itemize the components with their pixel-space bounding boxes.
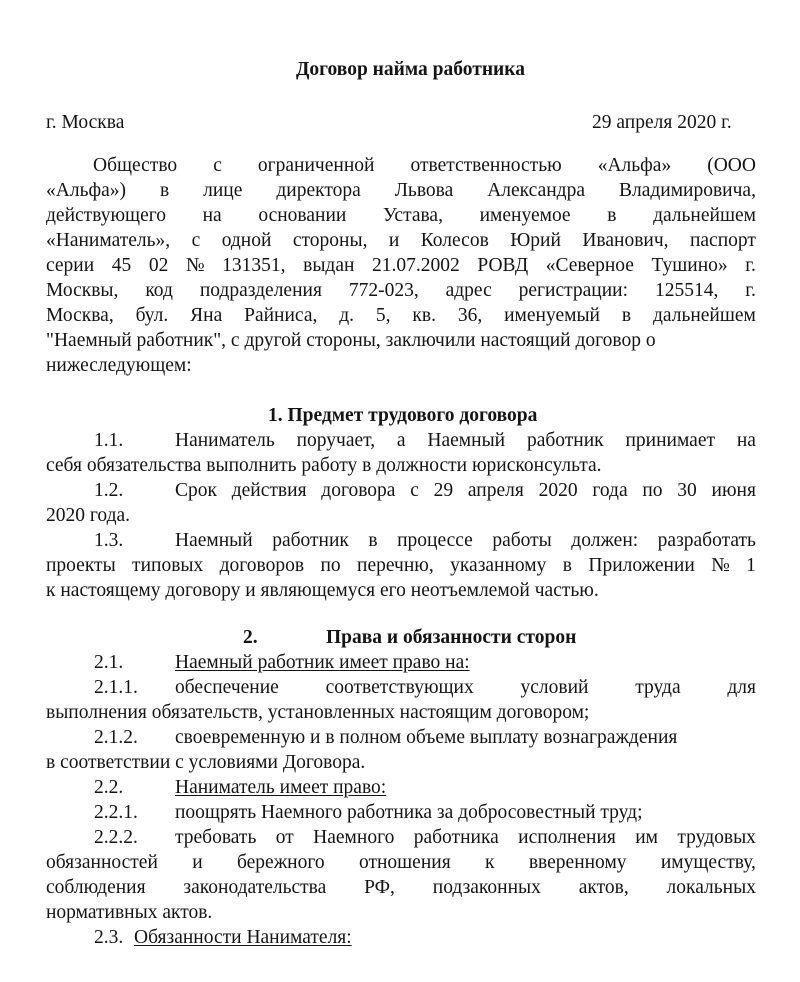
- word: код: [145, 280, 173, 301]
- word: дальнейшем: [652, 305, 756, 326]
- word: Райниса,: [244, 305, 318, 326]
- clause-1-3-line-3: к настоящему договору и являющемуся его неотъемлемой частью.: [46, 580, 599, 601]
- word: работник: [272, 530, 349, 551]
- word: «Альфа»: [597, 155, 672, 176]
- clause-2-3-number: 2.3.: [94, 927, 124, 948]
- word: вверенному: [528, 852, 627, 873]
- word: соответствующих: [325, 677, 474, 698]
- word: д.: [339, 305, 355, 326]
- word: Устава,: [382, 205, 443, 226]
- preamble-line-3: [46, 205, 756, 227]
- word: исполнения: [518, 827, 616, 848]
- word: Юрий: [510, 230, 561, 251]
- clause-1-2-number: 1.2.: [94, 480, 124, 501]
- preamble-line-5: [46, 255, 756, 277]
- word: Наемного: [313, 827, 395, 848]
- word: по: [320, 555, 341, 576]
- word: 5,: [375, 305, 391, 326]
- word: 02: [148, 255, 169, 276]
- word: «Альфа»): [46, 180, 126, 201]
- word: Колесов: [420, 230, 489, 251]
- clause-2-2-2-line-3: [46, 877, 756, 899]
- section-1-heading: 1. Предмет трудового договора: [268, 405, 538, 426]
- clause-1-1-line-1: [175, 430, 756, 452]
- word: с: [191, 230, 201, 251]
- clause-1-3-line-2: [46, 555, 756, 577]
- word: Наниматель: [175, 430, 275, 451]
- word: по: [642, 480, 663, 501]
- word: бережного: [236, 852, 325, 873]
- clause-2-1-1-line-1: [175, 677, 756, 699]
- word: имуществу,: [660, 852, 756, 873]
- document-title: Договор найма работника: [296, 59, 525, 80]
- word: подзаконных: [432, 877, 541, 898]
- word: ограниченной: [257, 155, 375, 176]
- word: Яна: [190, 305, 223, 326]
- clause-2-2-1-number: 2.2.1.: [94, 802, 138, 823]
- word: трудовых: [677, 827, 756, 848]
- clause-1-3-number: 1.3.: [94, 530, 124, 551]
- word: именуемое: [479, 205, 571, 226]
- word: а: [396, 430, 406, 451]
- word: и: [388, 230, 400, 251]
- date: 29 апреля 2020 г.: [592, 112, 732, 133]
- word: года: [592, 480, 628, 501]
- word: РФ,: [364, 877, 395, 898]
- clause-2-2-2-number: 2.2.2.: [94, 827, 138, 848]
- word: июня: [711, 480, 756, 501]
- word: основании: [258, 205, 347, 226]
- word: паспорт: [689, 230, 756, 251]
- word: должен:: [571, 530, 639, 551]
- clause-2-2-2-line-1: [175, 827, 756, 849]
- clause-2-2-2-line-2: [46, 852, 756, 874]
- word: Общество: [93, 155, 178, 176]
- word: 772-023,: [348, 280, 419, 301]
- word: Александра: [487, 180, 585, 201]
- word: указанному: [450, 555, 547, 576]
- word: соблюдения: [46, 877, 146, 898]
- word: перечню,: [357, 555, 434, 576]
- word: серии: [46, 255, 95, 276]
- word: 125514,: [654, 280, 719, 301]
- clause-2-2-1-text: поощрять Наемного работника за добросовестный труд;: [175, 802, 643, 823]
- word: с: [410, 480, 419, 501]
- word: действия: [231, 480, 307, 501]
- word: для: [727, 677, 756, 698]
- clause-1-2-line-1: [175, 480, 756, 502]
- word: им: [635, 827, 659, 848]
- clause-2-1-1-number: 2.1.1.: [94, 677, 138, 698]
- word: поручает,: [296, 430, 376, 451]
- section-2-number: 2.: [243, 627, 258, 648]
- word: апреля: [467, 480, 524, 501]
- word: и: [192, 852, 203, 873]
- word: 30: [677, 480, 697, 501]
- word: (ООО: [707, 155, 756, 176]
- word: на: [736, 430, 756, 451]
- word: дальнейшем: [653, 205, 756, 226]
- word: в: [621, 305, 632, 326]
- clause-2-2-number: 2.2.: [94, 777, 124, 798]
- word: Москвы,: [46, 280, 119, 301]
- word: условий: [520, 677, 589, 698]
- clause-2-1-2-line-2: в соответствии с условиями Договора.: [46, 752, 366, 773]
- word: директора: [276, 180, 361, 201]
- word: отношения: [358, 852, 451, 873]
- word: ответственностью: [410, 155, 562, 176]
- preamble-line-8: "Наемный работник", с другой стороны, заключили настоящий договор о: [46, 330, 656, 351]
- word: адрес: [445, 280, 492, 301]
- word: Иванович,: [582, 230, 669, 251]
- word: от: [275, 827, 294, 848]
- word: в: [159, 180, 170, 201]
- word: в: [607, 205, 617, 226]
- word: 1: [746, 555, 756, 576]
- word: работник: [526, 430, 604, 451]
- word: в: [368, 530, 378, 551]
- word: Тушино»: [651, 255, 728, 276]
- clause-1-2-line-2: 2020 года.: [46, 505, 131, 526]
- clause-2-1-text: Наемный работник имеет право на:: [175, 652, 470, 673]
- preamble-line-4: [46, 230, 756, 252]
- word: действующего: [46, 205, 166, 226]
- preamble-line-7: [46, 305, 756, 327]
- word: Срок: [175, 480, 217, 501]
- preamble-line-6: [46, 280, 756, 302]
- clause-2-1-number: 2.1.: [94, 652, 124, 673]
- city: г. Москва: [46, 112, 125, 133]
- clause-2-3-text: Обязанности Нанимателя:: [134, 927, 352, 948]
- word: 21.07.2002: [372, 255, 460, 276]
- word: №: [185, 255, 205, 276]
- word: актов,: [578, 877, 629, 898]
- preamble-line-1: [93, 155, 756, 177]
- word: принимает: [625, 430, 715, 451]
- word: договора: [321, 480, 396, 501]
- clause-2-1-1-line-2: выполнения обязательств, установленных настоящим договором;: [46, 702, 590, 723]
- word: 29: [433, 480, 454, 501]
- word: г.: [745, 255, 756, 276]
- preamble-line-2: [46, 180, 756, 202]
- word: подразделения: [199, 280, 322, 301]
- word: «Северное: [545, 255, 634, 276]
- word: Приложении: [588, 555, 695, 576]
- word: бул.: [135, 305, 169, 326]
- word: локальных: [666, 877, 756, 898]
- word: с: [213, 155, 222, 176]
- clause-1-1-number: 1.1.: [94, 430, 124, 451]
- word: г.: [745, 280, 756, 301]
- word: 36,: [457, 305, 483, 326]
- word: обязанностей: [46, 852, 158, 873]
- word: процессе: [397, 530, 473, 551]
- clause-2-1-2-line-1: своевременную и в полном объеме выплату вознаграждения: [175, 727, 678, 748]
- word: Москва,: [46, 305, 114, 326]
- word: 131351,: [222, 255, 286, 276]
- clause-2-2-text: Наниматель имеет право:: [175, 777, 387, 798]
- word: в: [562, 555, 572, 576]
- word: РОВД: [477, 255, 529, 276]
- word: одной: [221, 230, 272, 251]
- word: на: [202, 205, 222, 226]
- word: Львова: [394, 180, 454, 201]
- clause-2-2-2-line-4: нормативных актов.: [46, 902, 213, 923]
- word: Наемный: [175, 530, 253, 551]
- word: работника: [413, 827, 499, 848]
- word: требовать: [175, 827, 257, 848]
- section-2-heading: Права и обязанности сторон: [326, 627, 577, 648]
- word: регистрации:: [518, 280, 629, 301]
- word: Наемный: [427, 430, 506, 451]
- word: именуемый: [504, 305, 600, 326]
- word: стороны,: [292, 230, 368, 251]
- word: 45: [111, 255, 132, 276]
- word: разработать: [657, 530, 756, 551]
- word: лице: [203, 180, 243, 201]
- word: труда: [635, 677, 681, 698]
- word: кв.: [412, 305, 436, 326]
- word: проекты: [46, 555, 116, 576]
- word: обеспечение: [175, 677, 279, 698]
- preamble-line-9: нижеследующем:: [46, 355, 192, 376]
- word: типовых: [132, 555, 204, 576]
- word: законодательства: [183, 877, 327, 898]
- word: «Наниматель»,: [46, 230, 171, 251]
- word: №: [711, 555, 730, 576]
- clause-1-3-line-1: [175, 530, 756, 552]
- word: 2020: [538, 480, 578, 501]
- word: выдан: [303, 255, 355, 276]
- clause-1-1-line-2: себя обязательства выполнить работу в должности юрисконсульта.: [46, 455, 602, 476]
- word: работы: [492, 530, 552, 551]
- word: Владимировича,: [618, 180, 756, 201]
- clause-2-1-2-number: 2.1.2.: [94, 727, 138, 748]
- word: договоров: [219, 555, 305, 576]
- word: к: [485, 852, 495, 873]
